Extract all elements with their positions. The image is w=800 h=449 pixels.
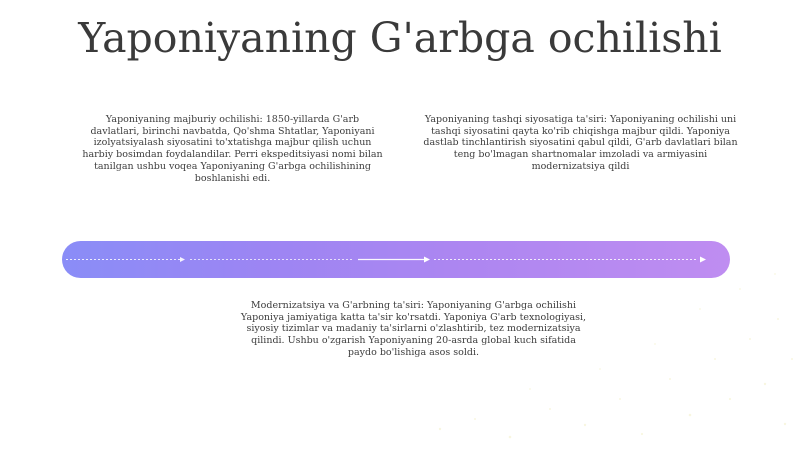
text-block-modernization: Modernizatsiya va G'arbning ta'siri: Yaponiyaning G'arbga ochilishi Yaponiya jamiyatiga katta ta'sir ko'rsatdi. Yaponiya G'arb texnologiyasi, siyosiy tizimlar va madaniy ta'sirlarni o'zlashtirib, tez modernizatsiya qilindi. Ushbu o'zgarish Yaponiyaning 20-asrda global kuch sifatida paydo bo'lishiga asos soldi. — [240, 300, 587, 358]
slide-title: Yaponiyaning G'arbga ochilishi — [78, 14, 722, 62]
timeline-arrows — [62, 241, 730, 278]
text-block-foreign-policy: Yaponiyaning tashqi siyosatiga ta'siri: Yaponiyaning ochilishi uni tashqi siyosatini qayta ko'rib chiqishga majbur qildi. Yaponiya dastlab tinchlantirish siyosatini qabul qildi, G'arb davlatlari bilan teng bo'lmagan shartnomalar imzoladi va armiyasini modernizatsiya qildi — [423, 114, 738, 172]
timeline-bar — [62, 241, 730, 278]
text-block-forced-opening: Yaponiyaning majburiy ochilishi: 1850-yillarda G'arb davlatlari, birinchi navbatda, Qo'shma Shtatlar, Yaponiyani izolyatsiyalash siyosatini to'xtatishga majbur qilish uchun harbiy bosimdan foydalandilar. Perri ekspeditsiyasi nomi bilan tanilgan ushbu voqea Yaponiyaning G'arbga ochilishining boshlanishi edi. — [82, 114, 383, 184]
arrow-head-icon — [700, 257, 706, 263]
arrow-head-icon — [180, 257, 185, 262]
arrow-head-icon — [424, 257, 430, 263]
